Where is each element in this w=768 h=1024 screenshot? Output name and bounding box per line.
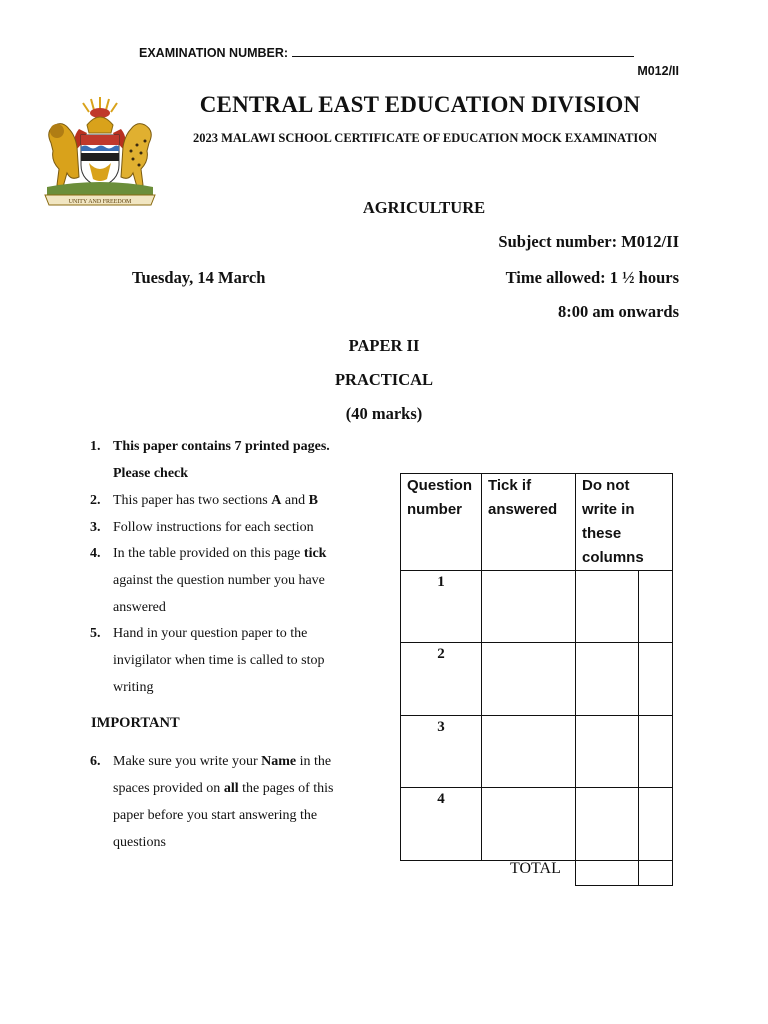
tick-cell[interactable] — [482, 788, 576, 861]
instruction-number: 2. — [90, 493, 101, 508]
examiner-cell — [639, 571, 673, 643]
table-row — [401, 571, 673, 643]
question-number-cell: 3 — [401, 716, 482, 788]
instruction-number: 6. — [90, 754, 101, 769]
examiner-cell — [576, 716, 639, 788]
header-do-not-write: Do not write in these columns — [576, 474, 673, 571]
instruction-text: This paper contains 7 printed pages. Please check — [113, 439, 330, 481]
exam-date: Tuesday, 14 March — [132, 268, 266, 287]
examiner-cell — [576, 643, 639, 716]
tick-cell[interactable] — [482, 716, 576, 788]
examiner-cell — [576, 571, 639, 643]
question-number-cell: 2 — [401, 643, 482, 716]
table-row — [401, 788, 673, 861]
header-question-number: Question number — [401, 474, 482, 571]
examination-number-field — [139, 46, 634, 60]
instruction-text: Hand in your question paper to the invigilator when time is called to stop writing — [113, 626, 325, 695]
total-cell — [639, 861, 673, 886]
instruction-text: Make sure you write your Name in the spaces provided on all the pages of this paper before you start answering the questions — [113, 754, 334, 850]
instruction-number: 5. — [90, 626, 101, 641]
division-title: CENTRAL EAST EDUCATION DIVISION — [199, 92, 641, 117]
instruction-number: 1. — [90, 439, 101, 454]
examination-number-label: EXAMINATION NUMBER: — [139, 46, 289, 60]
examination-number-blank[interactable] — [292, 46, 634, 57]
paper-code: M012/II — [637, 64, 679, 78]
examiner-cell — [639, 788, 673, 861]
crest-motto: UNITY AND FREEDOM — [68, 199, 132, 205]
malawi-coat-of-arms-icon — [41, 95, 159, 209]
paper-type: PRACTICAL — [334, 370, 434, 389]
instruction-text: In the table provided on this page tick against the question number you have answered — [113, 546, 327, 615]
instruction-text: Follow instructions for each section — [113, 520, 314, 535]
table-row — [401, 716, 673, 788]
subject-number: Subject number: M012/II — [498, 232, 679, 251]
total-label: TOTAL — [510, 860, 561, 877]
instruction-number: 3. — [90, 520, 101, 535]
examiner-cell — [639, 716, 673, 788]
instruction-number: 4. — [90, 546, 101, 561]
total-marks: (40 marks) — [345, 404, 423, 423]
header-tick-if-answered: Tick if answered — [482, 474, 576, 571]
exam-title: 2023 MALAWI SCHOOL CERTIFICATE OF EDUCATION MOCK EXAMINATION — [192, 131, 658, 145]
important-heading: IMPORTANT — [91, 715, 180, 731]
tick-cell[interactable] — [482, 571, 576, 643]
question-number-cell: 4 — [401, 788, 482, 861]
examiner-cell — [576, 788, 639, 861]
subject-title: AGRICULTURE — [362, 198, 486, 217]
total-cell — [576, 861, 639, 886]
tick-cell[interactable] — [482, 643, 576, 716]
examiner-cell — [639, 643, 673, 716]
question-number-cell: 1 — [401, 571, 482, 643]
start-time: 8:00 am onwards — [557, 302, 679, 321]
time-allowed: Time allowed: 1 ½ hours — [505, 268, 679, 287]
question-tick-table — [400, 473, 673, 886]
paper-number: PAPER II — [348, 336, 420, 355]
instruction-text: This paper has two sections A and B — [113, 493, 318, 508]
table-row — [401, 643, 673, 716]
